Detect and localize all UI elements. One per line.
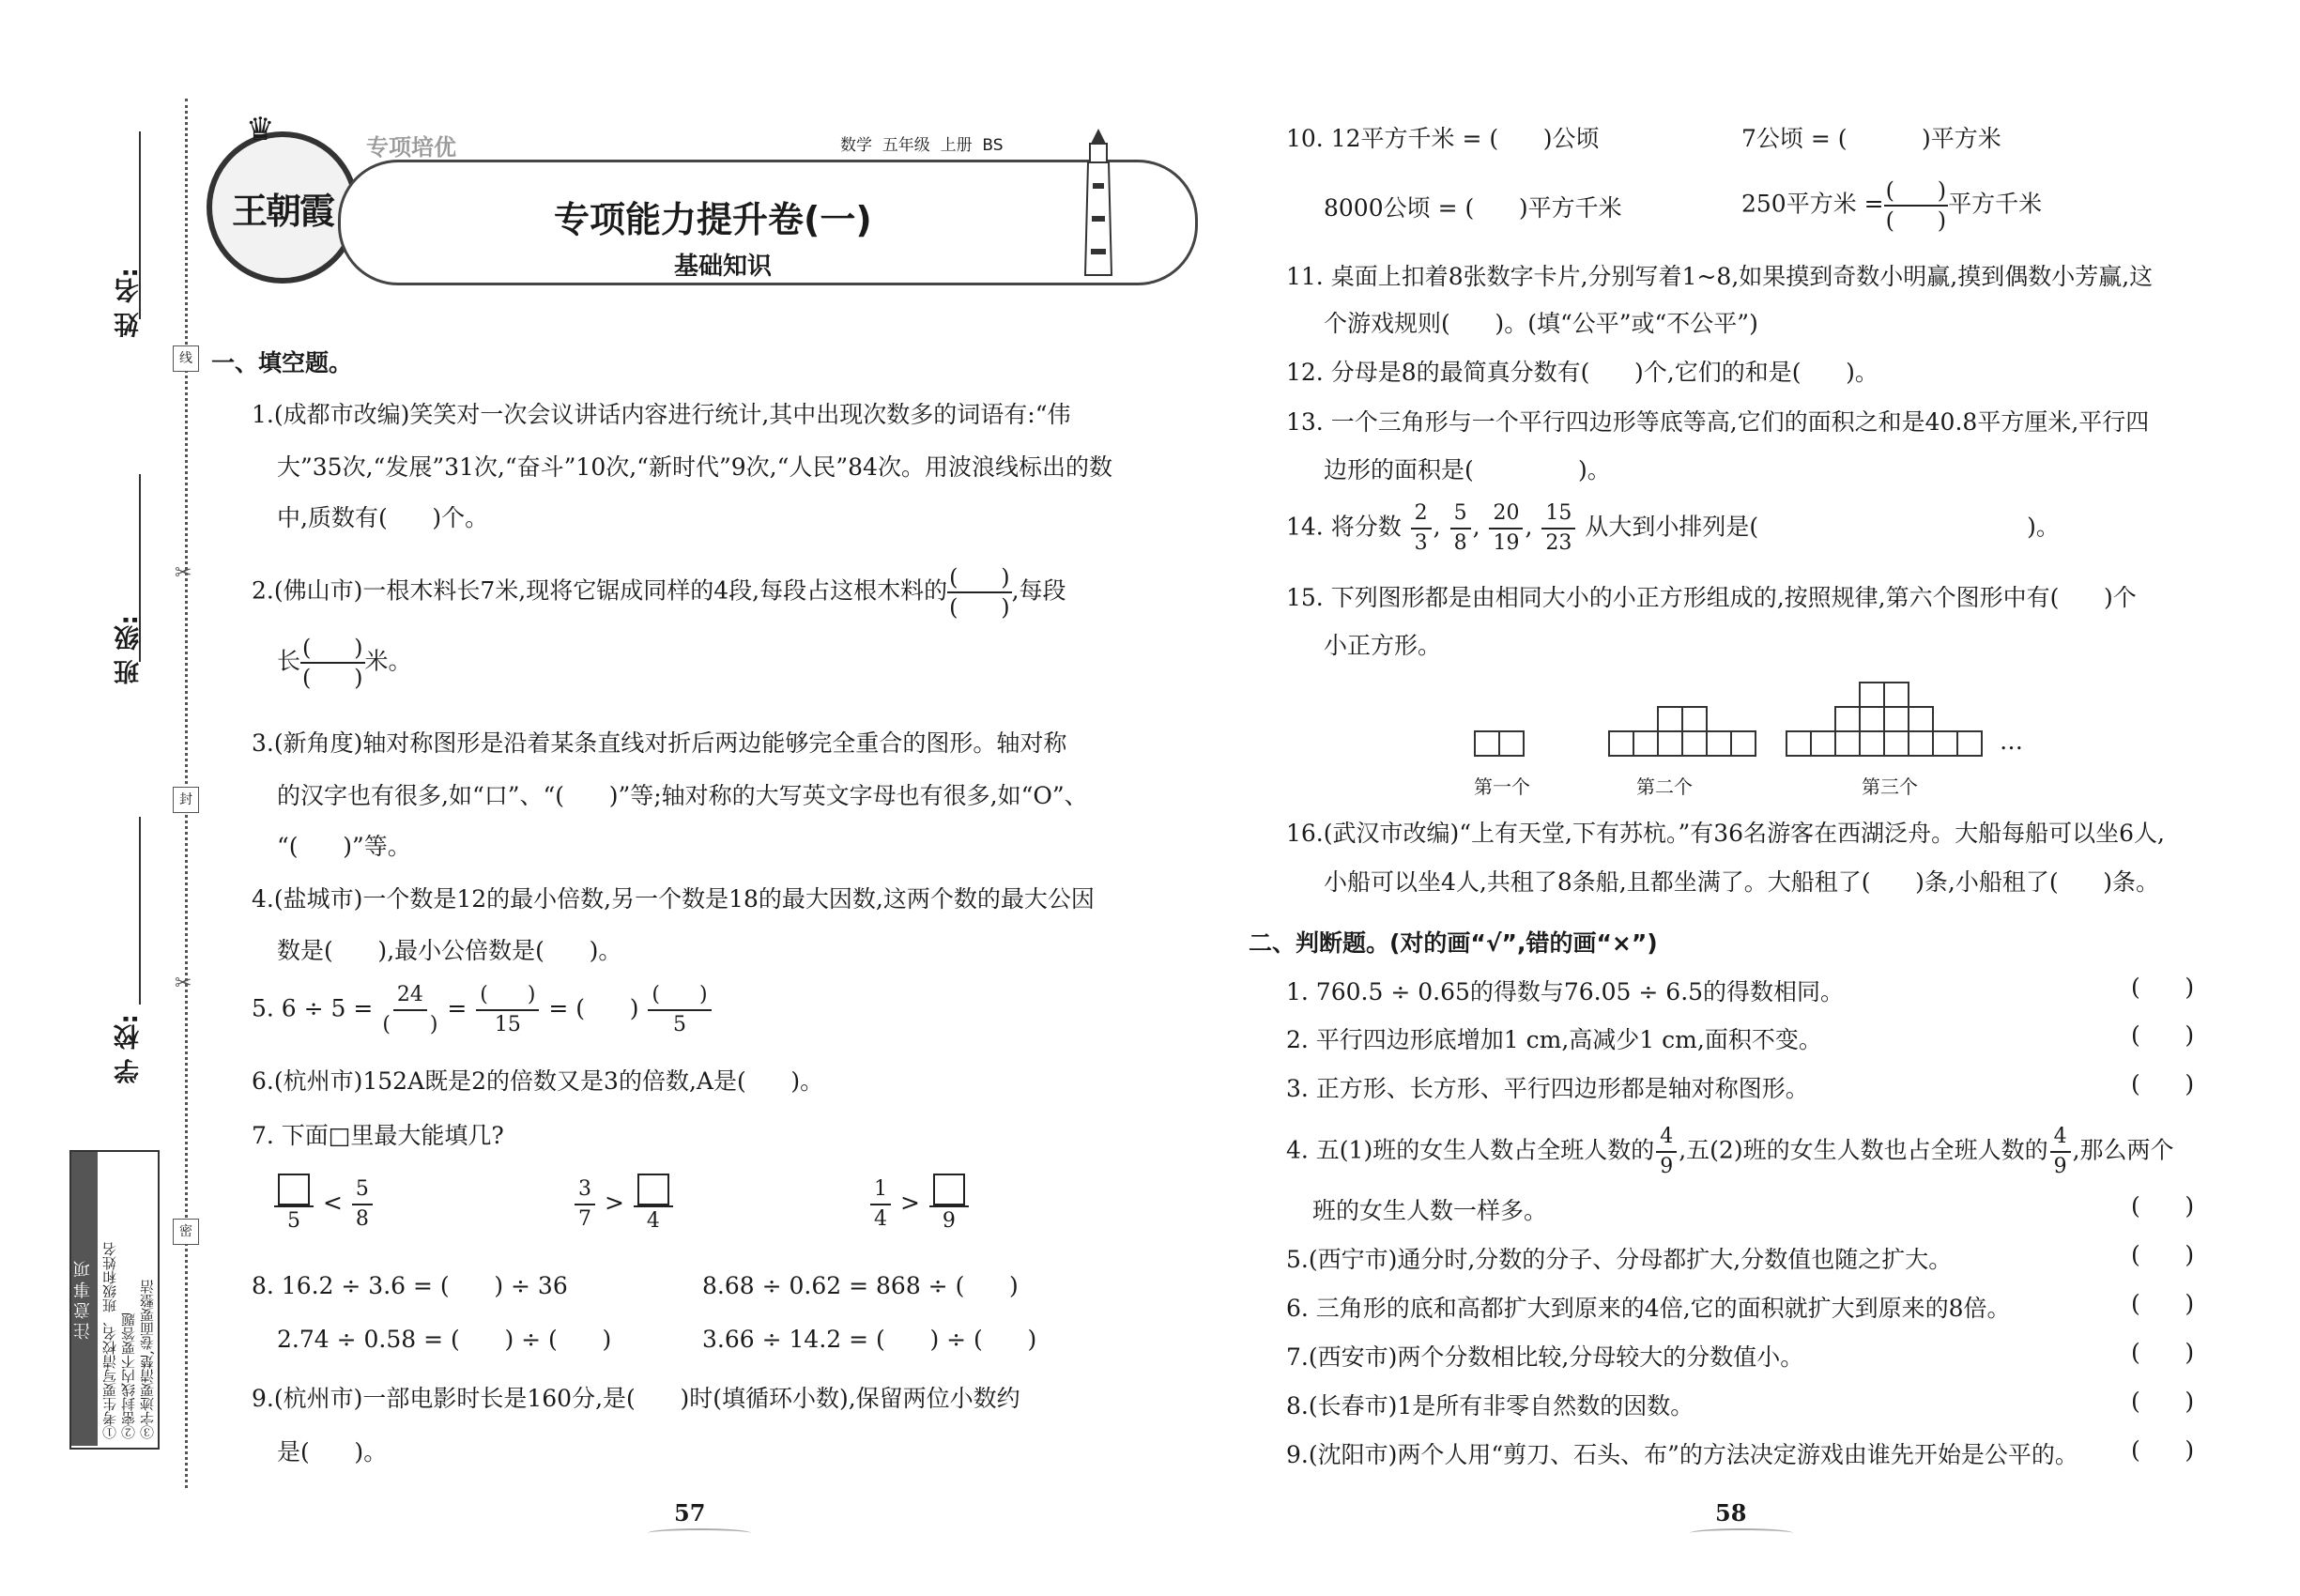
judge-1-answer[interactable]: ( ) — [2131, 974, 2195, 1001]
figure-1-label: 第一个 — [1474, 775, 1530, 798]
judge-4-f1n: 4 — [1656, 1123, 1677, 1153]
q7a-box[interactable] — [278, 1174, 310, 1205]
school-label: 学 校: — [115, 1014, 144, 1084]
q5-lead: 5. 6 ÷ 5 = — [252, 994, 374, 1022]
judge-1: 1. 760.5 ÷ 0.65的得数与76.05 ÷ 6.5的得数相同。 — [1286, 978, 1845, 1005]
q14-f1n: 2 — [1411, 499, 1432, 529]
q13-line1: 13. 一个三角形与一个平行四边形等底等高,它们的面积之和是40.8平方厘米,平行四 — [1286, 408, 2150, 436]
figure-3-label: 第三个 — [1862, 775, 1918, 798]
brand-crown-icon: ♛ — [246, 111, 275, 148]
q10-d — [1741, 176, 2042, 235]
q7a-right — [352, 1175, 373, 1234]
q9-line1: 9.(杭州市)一部电影时长是160分,是( )时(填循环小数),保留两位小数约 — [252, 1385, 1020, 1412]
judge-3-answer[interactable]: ( ) — [2131, 1070, 2195, 1097]
judge-9-answer[interactable]: ( ) — [2131, 1436, 2195, 1464]
q14: 14. 将分数 $\frac{2}{3}$ , $\frac{5}{8}$ , $\frac{20}{19}$ , $\frac{15}{23}$ 从大到小排列是( )。 — [1286, 499, 2060, 558]
q7a-op: < — [322, 1189, 343, 1217]
q2-fraction: $\frac{( )}{( )}$ — [949, 564, 1010, 621]
q3-line1: 3.(新角度)轴对称图形是沿着某条直线对折后两边能够完全重合的图形。轴对称 — [252, 729, 1067, 757]
q1-line2: 大”35次,“发展”31次,“奋斗”10次,“新时代”9次,“人民”84次。用波浪线标出的数 — [277, 453, 1112, 481]
q10-b: 7公顷 = ( )平方米 — [1741, 125, 2001, 152]
q5 — [252, 981, 713, 1039]
q1-line1: 1.(成都市改编)笑笑对一次会议讲话内容进行统计,其中出现次数多的词语有:“伟 — [252, 401, 1071, 428]
q7-c — [868, 1174, 971, 1235]
q10-d-text: 250平方米 = — [1741, 190, 1884, 218]
q12: 12. 分母是8的最简真分数有( )个,它们的和是( )。 — [1286, 359, 1878, 386]
q7a-d: 8 — [355, 1207, 369, 1231]
q5-mixed: = ( ) — [548, 994, 639, 1022]
cut-mark-1: 线 — [173, 345, 199, 372]
q2-line1 — [252, 563, 1066, 622]
judge-9: 9.(沈阳市)两个人用“剪刀、石头、布”的方法决定游戏由谁先开始是公平的。 — [1286, 1441, 2078, 1468]
q14-f3n: 20 — [1489, 499, 1523, 529]
figure-more: … — [2000, 728, 2023, 755]
judge-8-answer[interactable]: ( ) — [2131, 1388, 2195, 1415]
scissors-icon: ✂ — [175, 561, 192, 585]
section2-title: 二、判断题。(对的画“√”,错的画“×”) — [1249, 929, 1658, 957]
q16-line1: 16.(武汉市改编)“上有天堂,下有苏杭。”有36名游客在西湖泛舟。大船每船可以坐6人, — [1286, 820, 2165, 847]
page-ornament-right — [1690, 1528, 1793, 1538]
q11-line1: 11. 桌面上扣着8张数字卡片,分别写着1~8,如果摸到奇数小明赢,摸到偶数小芳赢,这 — [1286, 263, 2154, 290]
q2-text-b: ,每段 — [1011, 576, 1066, 605]
q7c-d: 4 — [874, 1207, 887, 1231]
q2-text-c: 长 — [277, 647, 301, 675]
header-title: 专项能力提升卷(一) — [554, 199, 872, 240]
q1-line3: 中,质数有( )个。 — [277, 504, 489, 531]
q5-num1: 24 — [393, 981, 427, 1011]
q2-text: 2.(佛山市)一根木料长7米,现将它锯成同样的4段,每段占这根木料的 — [252, 576, 948, 605]
judge-2: 2. 平行四边形底增加1 cm,高减少1 cm,面积不变。 — [1286, 1026, 1822, 1053]
q4-line1: 4.(盐城市)一个数是12的最小倍数,另一个数是18的最大因数,这两个数的最大公因 — [252, 885, 1095, 913]
cut-mark-3: 密 — [173, 1219, 199, 1245]
q14-f1d: 3 — [1414, 531, 1428, 555]
q11-line2: 个游戏规则( )。(填“公平”或“不公平”) — [1324, 310, 1758, 337]
judge-4-f2d: 9 — [2053, 1155, 2067, 1178]
q7b-left — [575, 1175, 595, 1234]
q14-frac4 — [1541, 499, 1575, 558]
brand-name: 王朝霞 — [231, 189, 333, 232]
brand-logo — [207, 131, 359, 284]
judge-4-c: ,那么两个 — [2072, 1136, 2174, 1164]
notes-title: 注意事项 — [71, 1152, 98, 1446]
q7c-den: 9 — [942, 1209, 956, 1233]
q5-den2: 15 — [494, 1013, 521, 1036]
notes-box — [69, 1150, 160, 1450]
judge-5-answer[interactable]: ( ) — [2131, 1241, 2195, 1268]
judge-4-answer[interactable]: ( ) — [2131, 1192, 2195, 1220]
q14-lead: 14. 将分数 — [1286, 513, 1402, 541]
judge-4-f1d: 9 — [1660, 1155, 1674, 1178]
q7b-den: 4 — [646, 1209, 660, 1233]
q7b-d: 7 — [578, 1207, 591, 1231]
judge-6: 6. 三角形的底和高都扩大到原来的4倍,它的面积就扩大到原来的8倍。 — [1286, 1295, 2011, 1322]
judge-8: 8.(长春市)1是所有非零自然数的因数。 — [1286, 1392, 1694, 1420]
q7c-right — [929, 1174, 969, 1235]
q9-line2: 是( )。 — [277, 1438, 388, 1466]
q15-line2: 小正方形。 — [1324, 632, 1442, 659]
judge-5: 5.(西宁市)通分时,分数的分子、分母都扩大,分数值也随之扩大。 — [1286, 1246, 1953, 1273]
q14-f2d: 8 — [1453, 531, 1467, 555]
q13-line2: 边形的面积是( )。 — [1324, 456, 1611, 483]
q5-frac1: $\frac{24}{( )}$ — [382, 983, 438, 1036]
judge-6-answer[interactable]: ( ) — [2131, 1290, 2195, 1317]
q6: 6.(杭州市)152A既是2的倍数又是3的倍数,A是( )。 — [252, 1067, 824, 1095]
header-meta: 数学 五年级 上册 BS — [840, 136, 1004, 155]
q2-fraction-2: $\frac{( )}{( )}$ — [302, 635, 363, 691]
cut-mark-2: 封 — [173, 787, 199, 813]
q7c-box[interactable] — [933, 1174, 965, 1205]
q4-line2: 数是( ),最小公倍数是( )。 — [277, 937, 622, 964]
figure-2-label: 第二个 — [1636, 775, 1693, 798]
lighthouse-icon — [1080, 127, 1117, 277]
q8-d: 3.66 ÷ 14.2 = ( ) ÷ ( ) — [702, 1326, 1037, 1353]
header-tag: 专项培优 — [366, 134, 456, 161]
note-3: ③字迹要清楚,卷面要整洁 — [139, 1280, 156, 1439]
judge-7: 7.(西安市)两个分数相比较,分母较大的分数值小。 — [1286, 1343, 1804, 1371]
q15-line1: 15. 下列图形都是由相同大小的小正方形组成的,按照规律,第六个图形中有( )个 — [1286, 584, 2137, 611]
class-label: 班 级: — [115, 615, 144, 685]
q14-f4d: 23 — [1545, 531, 1572, 555]
judge-4-f2n: 4 — [2050, 1123, 2071, 1153]
page-ornament-left — [648, 1528, 751, 1538]
q10-a: 10. 12平方千米 = ( )公顷 — [1286, 125, 1600, 152]
school-line — [139, 817, 141, 1005]
q10-e-text: 平方千米 — [1948, 190, 2043, 218]
q8-a: 8. 16.2 ÷ 3.6 = ( ) ÷ 36 — [252, 1272, 568, 1299]
q5-eq: = — [447, 994, 468, 1022]
section1-title: 一、填空题。 — [211, 349, 353, 376]
q7-b — [573, 1174, 675, 1235]
q14-f4n: 15 — [1541, 499, 1575, 529]
header-subtitle: 基础知识 — [674, 253, 773, 281]
q14-f3d: 19 — [1493, 531, 1520, 555]
page-number-right: 58 — [1715, 1499, 1747, 1527]
q7a-den: 5 — [287, 1209, 300, 1233]
q2-text-d: 米。 — [364, 647, 412, 675]
q14-frac3 — [1489, 499, 1523, 558]
q3-line2: 的汉字也有很多,如“口”、“( )”等;轴对称的大写英文字母也有很多,如“O”、 — [277, 782, 1088, 809]
q7: 7. 下面□里最大能填几? — [252, 1122, 504, 1149]
judge-4-a: 4. 五(1)班的女生人数占全班人数的 — [1286, 1136, 1655, 1164]
q7b-op: > — [604, 1189, 624, 1217]
q14-f2n: 5 — [1450, 499, 1471, 529]
q7a-n: 5 — [352, 1175, 373, 1205]
name-label: 姓 名: — [115, 268, 144, 338]
judge-4-line1 — [1286, 1123, 2174, 1181]
q7a-left — [274, 1174, 314, 1235]
note-2: ②密封线内不要答题 — [120, 1312, 137, 1439]
q7b-right — [634, 1174, 673, 1235]
q5-frac3: $\frac{( )}{5}$ — [648, 981, 711, 1039]
judge-4-frac2 — [2050, 1123, 2071, 1181]
q5-frac2: $\frac{( )}{15}$ — [476, 981, 539, 1039]
judge-3: 3. 正方形、长方形、平行四边形都是轴对称图形。 — [1286, 1075, 1809, 1102]
q5-den3: 5 — [672, 1013, 686, 1036]
q10-c: 8000公顷 = ( )平方千米 — [1324, 194, 1622, 222]
q7c-left — [870, 1175, 891, 1234]
q3-line3: “( )”等。 — [277, 833, 411, 860]
q7c-n: 1 — [870, 1175, 891, 1205]
q10-fraction: $\frac{( )}{( )}$ — [1885, 177, 1947, 234]
page-number-left: 57 — [674, 1499, 706, 1527]
judge-2-answer[interactable]: ( ) — [2131, 1021, 2195, 1049]
q8-c: 2.74 ÷ 0.58 = ( ) ÷ ( ) — [277, 1326, 612, 1353]
q7c-op: > — [899, 1189, 920, 1217]
q7-a — [272, 1174, 375, 1235]
q14-frac1 — [1411, 499, 1432, 558]
q2-line2 — [277, 634, 412, 692]
note-1: ①考生要写清校名、班级和姓名 — [101, 1242, 118, 1439]
judge-4-line2: 班的女生人数一样多。 — [1312, 1197, 1548, 1224]
judge-4-b: ,五(2)班的女生人数也占全班人数的 — [1679, 1136, 2048, 1164]
q7b-n: 3 — [575, 1175, 595, 1205]
q8-b: 8.68 ÷ 0.62 = 868 ÷ ( ) — [702, 1272, 1019, 1299]
q7b-box[interactable] — [637, 1174, 669, 1205]
judge-4-frac1 — [1656, 1123, 1677, 1181]
q16-line2: 小船可以坐4人,共租了8条船,且都坐满了。大船租了( )条,小船租了( )条。 — [1324, 868, 2160, 896]
scissors-icon-2: ✂ — [175, 972, 192, 995]
q14-tail: 从大到小排列是( )。 — [1585, 513, 2060, 541]
judge-7-answer[interactable]: ( ) — [2131, 1339, 2195, 1366]
q14-frac2 — [1450, 499, 1471, 558]
